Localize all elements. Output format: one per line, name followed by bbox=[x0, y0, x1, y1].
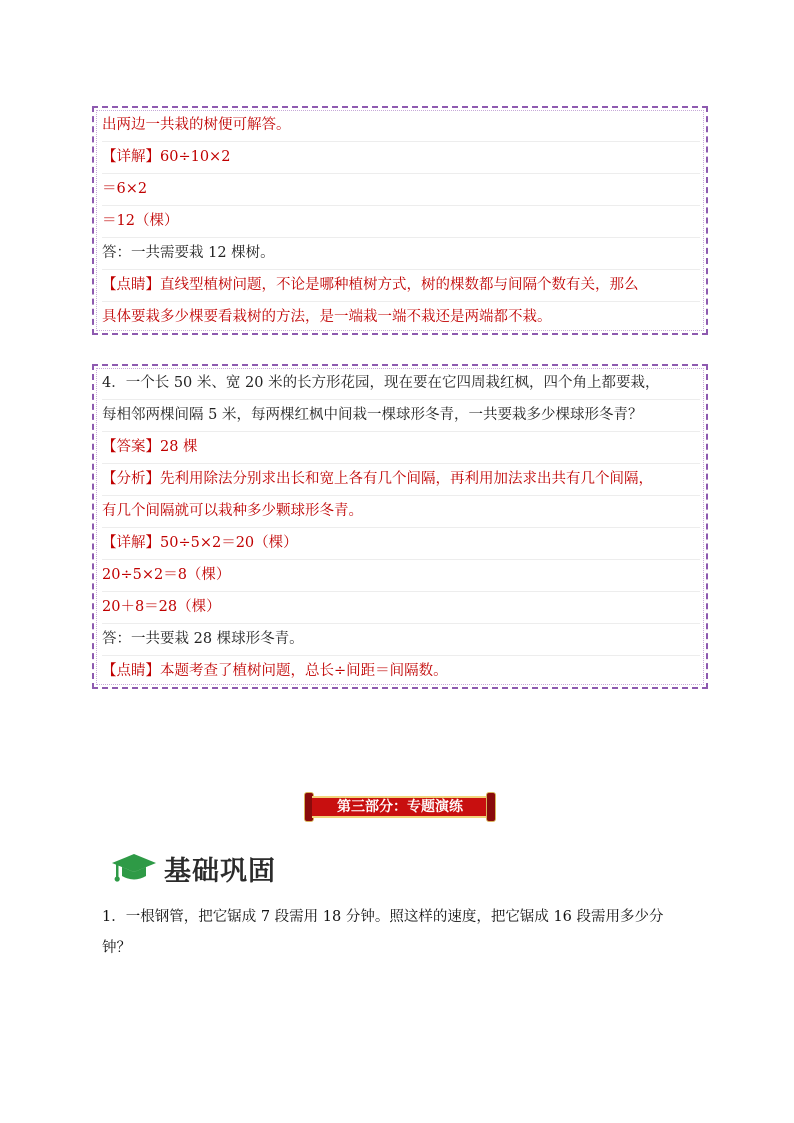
line-text: 每相邻两棵间隔 5 米，每两棵红枫中间栽一棵球形冬青，一共要栽多少棵球形冬青？ bbox=[102, 407, 643, 423]
question-line-1: 1．一根钢管，把它锯成 7 段需用 18 分钟。照这样的速度，把它锯成 16 段需用多少分 bbox=[102, 909, 664, 925]
section-heading bbox=[110, 850, 276, 886]
solution-lines bbox=[102, 368, 700, 687]
line-text: 本题考查了植树问题，总长÷间距＝间隔数。 bbox=[160, 663, 448, 679]
text-line bbox=[102, 496, 700, 528]
text-line bbox=[102, 302, 700, 333]
text-line bbox=[102, 142, 700, 174]
section-tag: 【分析】 bbox=[102, 471, 160, 487]
line-text: 有几个间隔就可以栽种多少颗球形冬青。 bbox=[102, 503, 363, 519]
section-tag: 【点睛】 bbox=[102, 663, 160, 679]
section-heading-label: 基础巩固 bbox=[164, 855, 276, 887]
text-line bbox=[102, 238, 700, 270]
text-line bbox=[102, 174, 700, 206]
section-tag: 【详解】 bbox=[102, 149, 160, 165]
section-tag: 【答案】 bbox=[102, 439, 160, 455]
text-line bbox=[102, 110, 700, 142]
text-line bbox=[102, 206, 700, 238]
solution-box-1 bbox=[92, 106, 708, 335]
text-line bbox=[102, 656, 700, 687]
exercise-question bbox=[102, 902, 702, 964]
line-text: 具体要栽多少棵要看栽树的方法，是一端栽一端不栽还是两端都不栽。 bbox=[102, 309, 552, 325]
line-text: ＝12（棵） bbox=[102, 213, 179, 229]
graduation-cap-icon bbox=[110, 850, 158, 886]
line-text: 答：一共要栽 28 棵球形冬青。 bbox=[102, 631, 304, 647]
line-text: 4．一个长 50 米、宽 20 米的长方形花园，现在要在它四周栽红枫，四个角上都要栽， bbox=[102, 375, 660, 391]
solution-box-2 bbox=[92, 364, 708, 689]
line-text: 20＋8＝28（棵） bbox=[102, 599, 221, 615]
line-text: 出两边一共栽的树便可解答。 bbox=[102, 117, 291, 133]
text-line bbox=[102, 400, 700, 432]
text-line bbox=[102, 592, 700, 624]
section-banner bbox=[304, 792, 496, 822]
line-text: 20÷5×2＝8（棵） bbox=[102, 567, 231, 583]
section-tag: 【点睛】 bbox=[102, 277, 160, 293]
section-tag: 【详解】 bbox=[102, 535, 160, 551]
line-text: 直线型植树问题，不论是哪种植树方式，树的棵数都与间隔个数有关，那么 bbox=[160, 277, 639, 293]
line-text: 答：一共需要栽 12 棵树。 bbox=[102, 245, 275, 261]
text-line bbox=[102, 270, 700, 302]
line-text: 50÷5×2＝20（棵） bbox=[160, 535, 298, 551]
text-line bbox=[102, 528, 700, 560]
line-text: ＝6×2 bbox=[102, 181, 148, 197]
text-line bbox=[102, 432, 700, 464]
line-text: 先利用除法分别求出长和宽上各有几个间隔，再利用加法求出共有几个间隔， bbox=[160, 471, 653, 487]
text-line bbox=[102, 368, 700, 400]
text-line bbox=[102, 624, 700, 656]
question-line-2: 钟？ bbox=[102, 940, 131, 956]
text-line bbox=[102, 464, 700, 496]
line-text: 28 棵 bbox=[160, 439, 198, 455]
text-line bbox=[102, 560, 700, 592]
solution-lines bbox=[102, 110, 700, 333]
section-banner-text: 第三部分：专题演练 bbox=[337, 799, 463, 815]
line-text: 60÷10×2 bbox=[160, 149, 231, 165]
